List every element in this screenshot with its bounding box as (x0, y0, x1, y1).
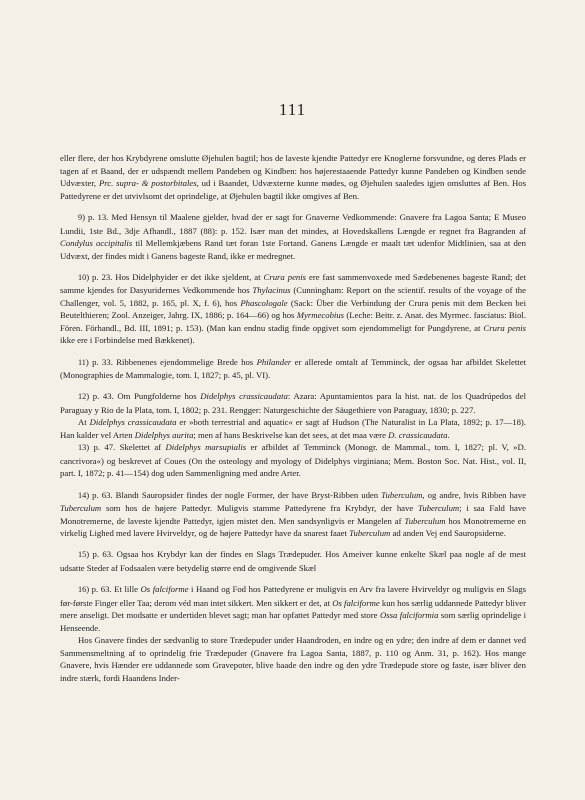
footnote-number-suffix: ) (86, 489, 93, 500)
text-run: som særlig oprindelige i Henseende. (60, 610, 526, 633)
footnote-number: 11 (78, 357, 86, 367)
footnote-number-suffix: ) (86, 584, 92, 595)
text-run: p. 47. Skelettet af (93, 442, 166, 453)
text-run: ; men af hans Beskrivelse kan det sees, at det maa være (193, 429, 389, 440)
text-run: eller flere, der hos Krybdyrene omslutte Øjehulen bagtil; hos de laveste kjendte Pattedyr ere Knoglerne forsvundne, og deres Plads er tagen af et Baand, der er udspændt mellem Pandeben og Kindben: hos højerestaaende Pattedyr kunne Pandeben og Kindben sende Udvæxter, (60, 153, 526, 188)
text-run: p. 23. Hos Didelphyider er det ikke sjeldent, at (92, 271, 264, 282)
text-run: ad anden Vej end Sauropsiderne. (390, 528, 506, 539)
text-run: p. 63. Et lille (91, 584, 141, 595)
footnote-number: 14 (78, 490, 87, 500)
italic-term: Didelphys aurita (134, 429, 194, 440)
footnote-number-suffix: ) (86, 442, 94, 453)
footnote-9 (60, 211, 526, 262)
text-run: p. 63. Ogsaa hos Krybdyr kan der findes en Slags Trædepuder. Hos Ameiver kunne enkelte Skæl paa nogle af de mest udsatte Steder af Fodsaalen være betydelig større end de omgivende Skæl (60, 549, 526, 573)
text-run: p. 33. Ribbenenes ejendommelige Brede hos (92, 356, 257, 367)
footnote-number: 12 (78, 392, 87, 402)
italic-term: Crura penis (483, 322, 526, 333)
italic-term: Ossa falciformia (379, 610, 439, 621)
italic-term: Thylacinus (252, 285, 291, 296)
italic-term: Os falciforme (332, 597, 380, 608)
text-run: ; i saa Fald have Monotremerne, de laveste kjendte Pattedyr, igjen mistet den. Men sandsynligvis er Mangelen af (60, 503, 526, 526)
text-run: , ud i Baandet, Udvæxterne kunne mødes, og Øjehulen saaledes igjen omsluttes af Ben. Hos Pattedyrene er det utvivlsomt det oprindelige, at Øjehulen bagtil ikke omgives af Ben. (60, 178, 526, 201)
continued-paragraph (60, 152, 526, 202)
footnote-number-suffix: ) (82, 212, 88, 222)
text-run: Hos Gnavere findes der sædvanlig to store Trædepuder under Haandroden, en indre og en ydre; den indre af dem er dannet ved Sammensmeltning af to oprindelig frie Trædepuder (Gnavere fra Lagoa Santa, 1887, p. 110 og Anm. 31, p. 162). Hos mange Gnavere, hvis Hænder ere uddannede som Gravepoter, blive baade den indre og den ydre Trædepude store og faste, især bliver den indre stærk, fordi Haandens Inder- (60, 635, 526, 683)
italic-term: Crura penis (263, 271, 307, 282)
italic-term: Prc. supra- & postorbitales (98, 178, 197, 188)
footnote-14 (60, 489, 526, 540)
italic-term: Myrmecobius (296, 310, 345, 321)
footnote-16 (60, 583, 526, 634)
footnote-number: 15 (78, 550, 87, 560)
text-run: p. 63. Blandt Sauropsider findes der nogle Former, der have Bryst-Ribben uden (92, 489, 382, 500)
italic-term: Didelphys marsupialis (165, 442, 247, 453)
text-run: i Haand og Fod hos Pattedyrene er muligvis en Arv fra lavere Hvirveldyr og muligvis en Slags før-første Finger eller Taa; derom véd man intet sikkert. Men sikkert er det, at (60, 584, 526, 608)
text-run: ere fast sammenvoxede med Sædebenenes bageste Rand; det samme kjendes for Dasyuridernes Vedkommende hos (60, 271, 526, 296)
footnote-16-continuation (60, 634, 526, 684)
footnote-number: 10 (78, 272, 87, 282)
italic-term: Philander (256, 356, 292, 367)
text-run: (Leche: Beitr. z. Anat. des Myrmec. fasciatus: Biol. Fören. Förhandl., Bd. III, 1891; p. 153). (Man kan endnu stadig finde opgivet som ejendommeligt for Pungdyrene, at (60, 310, 526, 333)
footnote-12 (60, 390, 526, 416)
text-run: er allerede omtalt af Temminck, der ogsaa har afbildet Skelettet (Monographies de Mammalogie, tom. I, 1827; p. 45, pl. VI). (60, 356, 526, 381)
text-run: kun hos særlig uddannede Pattedyr bliver mere anseligt. Det modsatte er undertiden blevet sagt; man har opfattet Pattedyr med store (60, 597, 526, 621)
text-run: , og andre, hvis Ribben have (422, 489, 526, 500)
footnote-number: 9 (78, 213, 83, 222)
text-run: som hos de højere Pattedyr. Muligvis stamme Pattedyrene fra Krybdyr, der have (101, 503, 418, 514)
italic-term: Didelphys crassicaudata (200, 391, 288, 402)
italic-term: Tuberculum (404, 515, 446, 526)
text-run: p. 43. Om Pungfolderne hos (92, 391, 201, 402)
text-run: er afbildet af Temminck (Monogr. de Mammal., tom. I, 1827; pl. V, »D. cancrivora«) og beskrevet af Coues (On the osteology and myology of Didelphys virginiana; Mem. Boston Soc. Nat. Hist., vol. II, part. I, 1872; p. 41—154) dog uden Sammenligning med andre Arter. (60, 442, 526, 479)
footnote-number: 13 (78, 443, 87, 453)
footnote-number-suffix: ) (85, 356, 93, 367)
text-run: . (447, 429, 450, 440)
text-run: hos Monotremerne en virkelig Lighed med lavere Hvirveldyr, og de højere Pattedyr have da snarest faaet (60, 515, 526, 539)
footnote-15 (60, 548, 526, 574)
italic-term: Didelphys crassicaudata (89, 417, 177, 428)
footnote-10 (60, 271, 526, 347)
footnote-number-suffix: ) (86, 549, 93, 560)
italic-term: Tuberculum (60, 503, 102, 514)
italic-term: Tuberculum (418, 503, 460, 514)
text-run: (Cunningham: Report on the scientif. results of the voyage of the Challenger, vol. 5, 1882, p. 165, pl. X, f. 6), hos (60, 285, 526, 308)
italic-term: Os falciforme (140, 584, 189, 595)
page-number: 111 (278, 100, 307, 119)
footnote-13 (60, 441, 526, 480)
italic-term: Phascologale (240, 297, 288, 308)
italic-term: Tuberculum (349, 528, 391, 539)
text-run: p. 13. Med Hensyn til Maalene gjelder, hvad der er sagt for Gnaverne Vedkommende: Gnavere fra Lagoa Santa; E Museo Lundii, 1ste Bd., 3dje Afhandl., 1887 (88): p. 152. Især man det mindes, at Hovedskallens Længde er regnet fra Bagranden af (60, 212, 527, 236)
text-run: At (78, 417, 90, 428)
text-run: ikke ere i Forbindelse med Bækkenet). (60, 335, 195, 346)
text-run: er »both terrestrial and aquatic« er sagt af Hudson (The Naturalist in La Plata, 1892; p. 17—18). Han kalder vel Arten (60, 417, 526, 440)
italic-term: Tuberculum (381, 489, 423, 500)
footnote-number-suffix: ) (86, 271, 93, 282)
document-body (60, 152, 526, 684)
text-run: til Mellemkjæbens Rand tæt foran 1ste Fortand. Ganens Længde er maalt tæt udenfor Midtlinien, saa at den Udvæxt, der findes midt i Ganens bageste Rand, ikke er medregnet. (60, 238, 526, 261)
text-run: (Sack: Über die Verbindung der Crura penis mit dem Becken bei Beutelthieren; Zool. Anzeiger, Jahrg. IX, 1886; p. 164—66) og hos (60, 297, 526, 321)
footnote-number: 16 (78, 585, 87, 595)
footnote-number-suffix: ) (86, 391, 93, 402)
text-run: : Azara: Apuntamientos para la hist. nat. de los Quadrúpedos del Paraguay y Rio de la Plata, tom. I, 1802; p. 231. Rengger: Naturgeschichte der Säugethiere von Paraguay, 1830; p. 227. (60, 391, 527, 415)
footnote-11 (60, 356, 526, 382)
footnote-12-continuation (60, 416, 526, 441)
italic-term: Condylus occipitalis (60, 238, 133, 248)
italic-term: D. crassicaudata (388, 429, 448, 440)
